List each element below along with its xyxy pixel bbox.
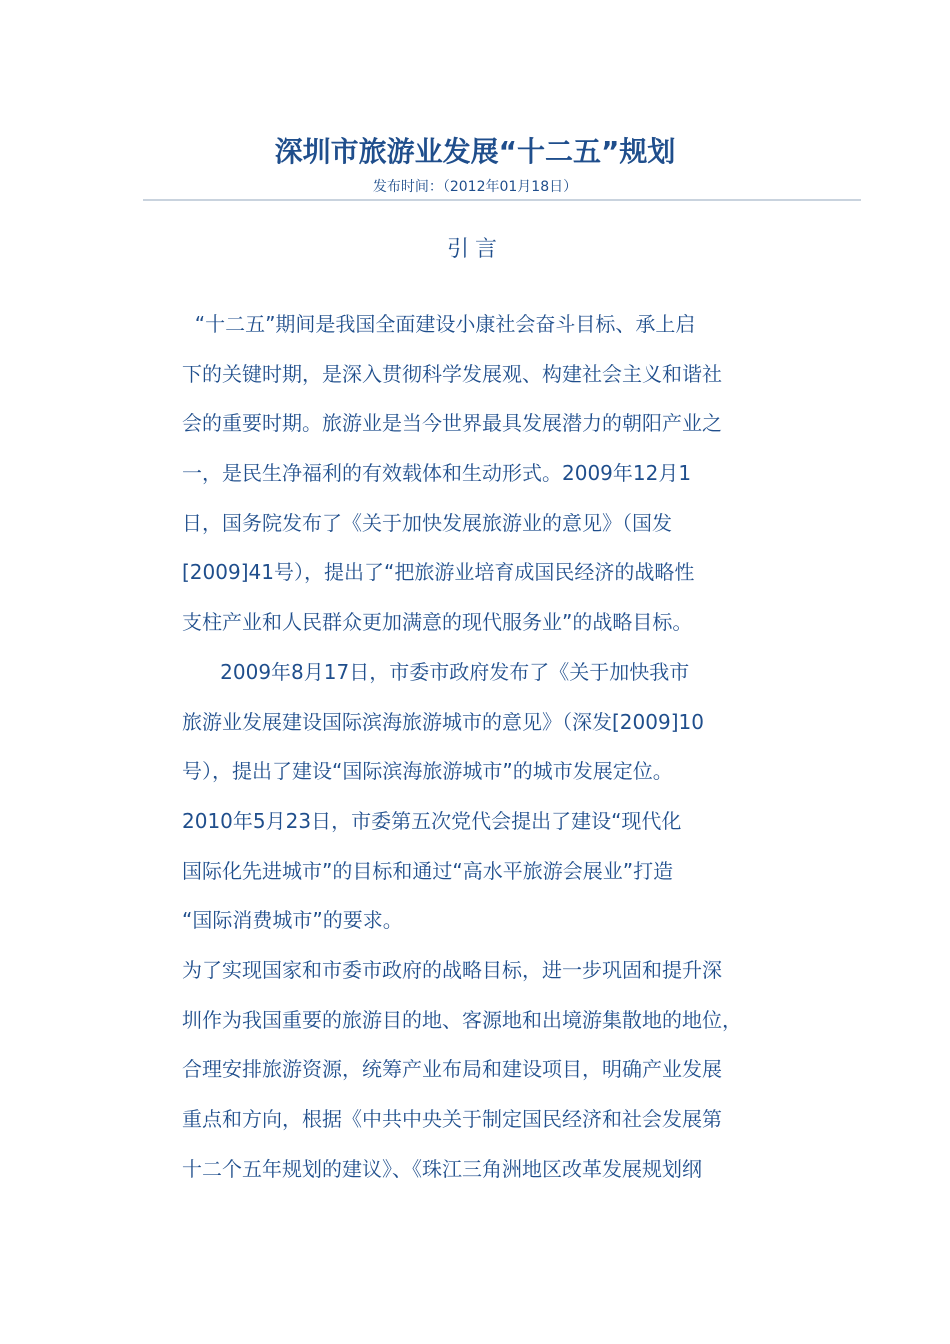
text-line: 十二个五年规划的建议》、《珠江三角洲地区改革发展规划纲 <box>182 1156 702 1181</box>
document-title: 深圳市旅游业发展“十二五”规划 <box>274 135 676 168</box>
text-line: [2009]41号），提出了“把旅游业培育成国民经济的战略性 <box>182 560 695 585</box>
text-line: 日，国务院发布了《关于加快发展旅游业的意见》（国发 <box>182 510 672 535</box>
text-line: 国际化先进城市”的目标和通过“高水平旅游会展业”打造 <box>182 858 674 883</box>
text-line: 号），提出了建设“国际滨海旅游城市”的城市发展定位。 <box>182 759 673 784</box>
publish-date: 发布时间：（2012年01月18日） <box>372 179 578 195</box>
body-text <box>182 300 782 1194</box>
text-line: 下的关键时期，是深入贯彻科学发展观、构建社会主义和谐社 <box>182 361 722 386</box>
text-line: 会的重要时期。旅游业是当今世界最具发展潜力的朝阳产业之 <box>182 411 722 436</box>
text-line: 圳作为我国重要的旅游目的地、客源地和出境游集散地的地位， <box>182 1007 742 1032</box>
text-line: “国际消费城市”的要求。 <box>182 908 403 933</box>
text-line: 合理安排旅游资源，统筹产业布局和建设项目，明确产业发展 <box>182 1057 722 1082</box>
section-heading: 引言 <box>446 237 503 262</box>
text-line: “十二五”期间是我国全面建设小康社会奋斗目标、承上启 <box>182 312 696 336</box>
text-line: 为了实现国家和市委市政府的战略目标，进一步巩固和提升深 <box>182 957 722 982</box>
title-divider <box>143 199 861 201</box>
text-line: 2009年8月17日，市委市政府发布了《关于加快我市 <box>182 659 690 684</box>
text-line: 2010年5月23日，市委第五次党代会提出了建设“现代化 <box>182 808 682 833</box>
text-line: 支柱产业和人民群众更加满意的现代服务业”的战略目标。 <box>182 610 693 635</box>
text-line: 一，是民生净福利的有效载体和生动形式。2009年12月1 <box>182 461 692 486</box>
text-line: 旅游业发展建设国际滨海旅游城市的意见》（深发[2009]10 <box>182 709 704 734</box>
text-line: 重点和方向，根据《中共中央关于制定国民经济和社会发展第 <box>182 1107 722 1131</box>
